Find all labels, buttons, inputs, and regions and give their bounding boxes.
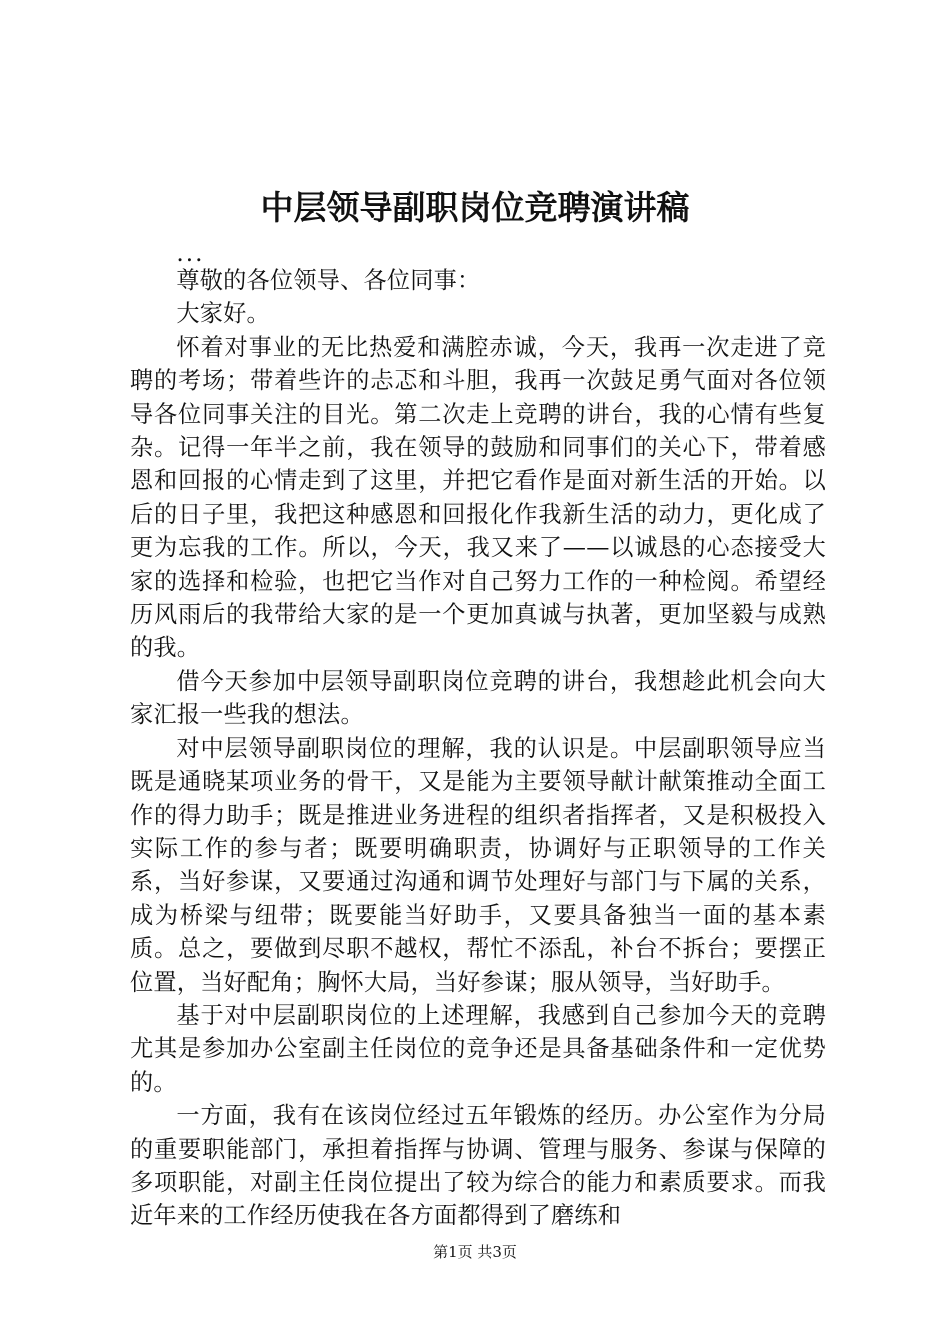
paragraph: 借今天参加中层领导副职岗位竞聘的讲台，我想趁此机会向大家汇报一些我的想法。 bbox=[130, 667, 826, 729]
paragraph: 一方面，我有在该岗位经过五年锻炼的经历。办公室作为分局的重要职能部门，承担着指挥与协调、管理与服务、参谋与保障的多项职能，对副主任岗位提出了较为综合的能力和素质要求。而我近年来的工作经历使我在各方面都得到了磨练和 bbox=[130, 1102, 826, 1230]
greeting: 大家好。 bbox=[176, 300, 270, 328]
document-title: 中层领导副职岗位竞聘演讲稿 bbox=[260, 188, 690, 227]
ellipsis-line: ... bbox=[176, 240, 205, 267]
page-footer: 第1页 共3页 bbox=[433, 1243, 517, 1261]
salutation: 尊敬的各位领导、各位同事： bbox=[176, 267, 481, 294]
paragraph: 基于对中层副职岗位的上述理解，我感到自己参加今天的竞聘尤其是参加办公室副主任岗位的竞争还是具备基础条件和一定优势的。 bbox=[130, 1001, 826, 1096]
paragraph: 对中层领导副职岗位的理解，我的认识是。中层副职领导应当既是通晓某项业务的骨干，又是能为主要领导献计献策推动全面工作的得力助手；既是推进业务进程的组织者指挥者，又是积极投入实际工作的参与者；既要明确职责，协调好与正职领导的工作关系，当好参谋，又要通过沟通和调节处理好与部门与下属的关系，成为桥梁与纽带；既要能当好助手，又要具备独当一面的基本素质。总之，要做到尽职不越权，帮忙不添乱，补台不拆台；要摆正位置，当好配角；胸怀大局，当好参谋；服从领导，当好助手。 bbox=[130, 734, 826, 996]
paragraph: 怀着对事业的无比热爱和满腔赤诚，今天，我再一次走进了竞聘的考场；带着些许的忐忑和斗胆，我再一次鼓足勇气面对各位领导各位同事关注的目光。第二次走上竞聘的讲台，我的心情有些复杂。记得一年半之前，我在领导的鼓励和同事们的关心下，带着感恩和回报的心情走到了这里，并把它看作是面对新生活的开始。以后的日子里，我把这种感恩和回报化作我新生活的动力，更化成了更为忘我的工作。所以，今天，我又来了——以诚恳的心态接受大家的选择和检验，也把它当作对自己努力工作的一种检阅。希望经历风雨后的我带给大家的是一个更加真诚与执著，更加坚毅与成熟的我。 bbox=[130, 333, 826, 662]
document-body bbox=[130, 238, 826, 1233]
